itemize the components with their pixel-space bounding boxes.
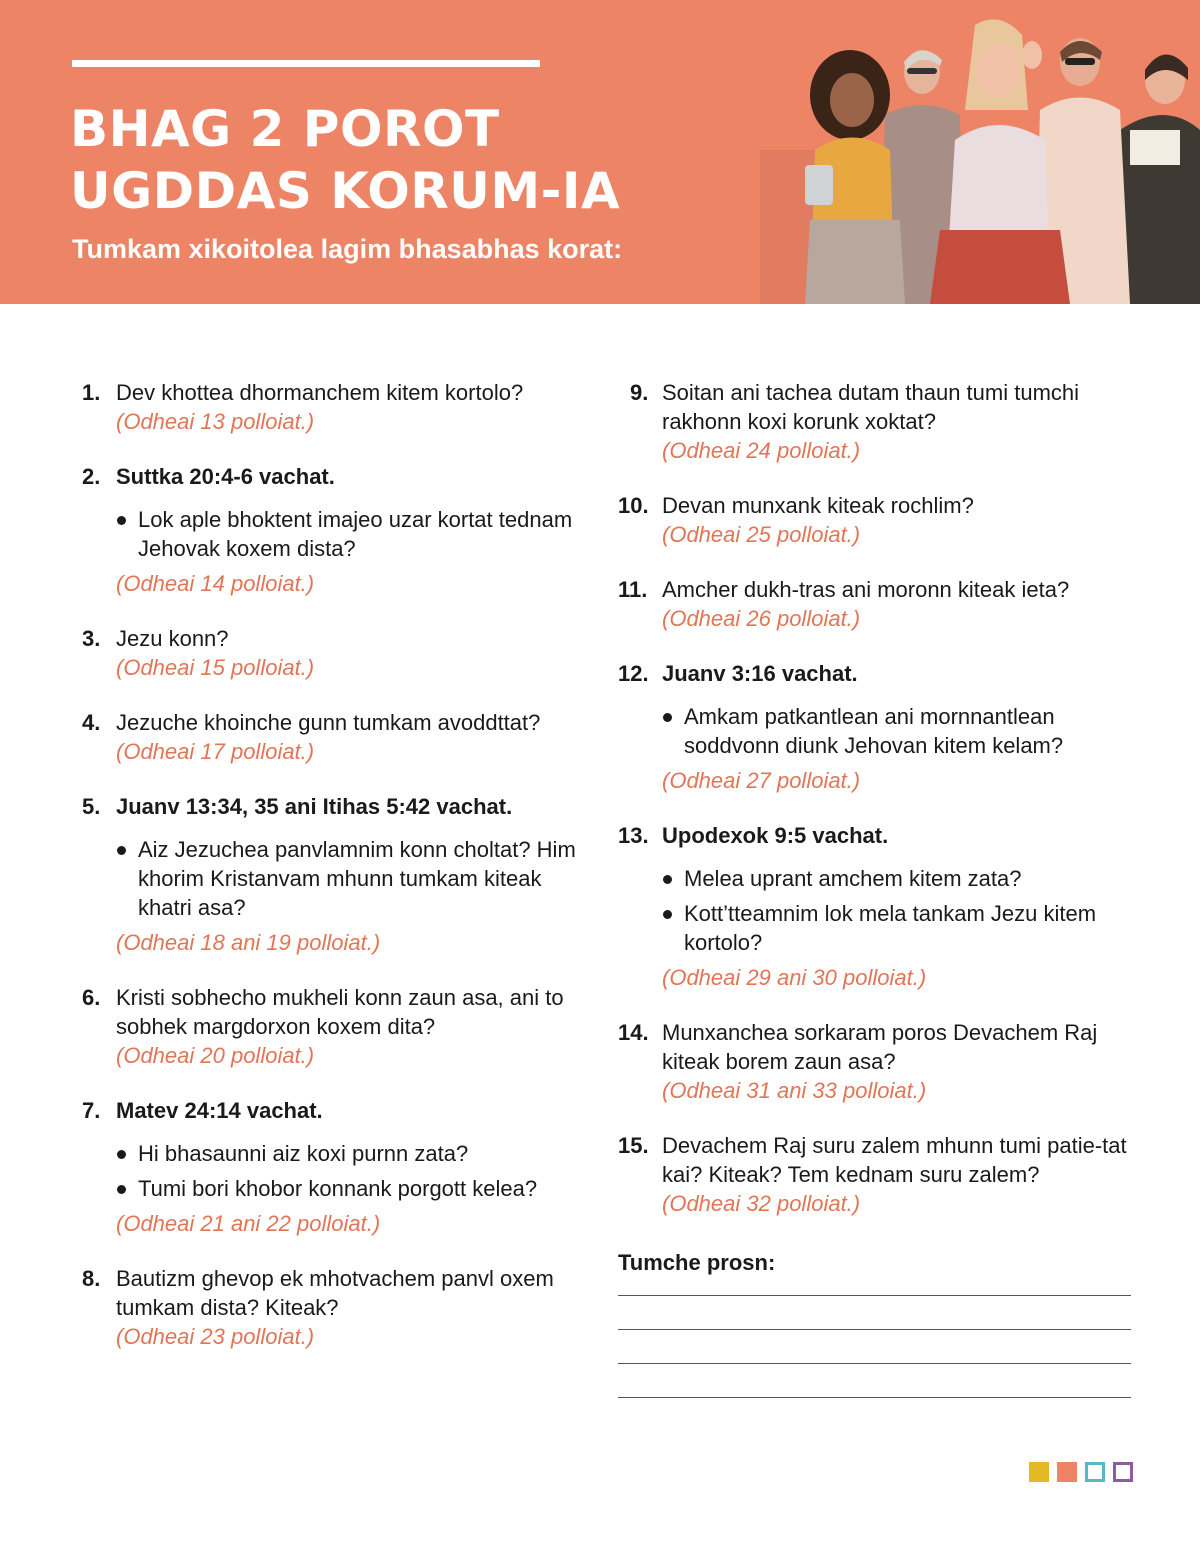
person-reading (1120, 54, 1200, 304)
own-questions-lines (618, 1295, 1138, 1398)
paragraph-reference: (Odheai 20 polloiat.) (116, 1043, 315, 1068)
question-text: Upodexok 9:5 vachat. (662, 823, 889, 848)
square-teal-outline (1085, 1462, 1105, 1482)
paragraph-reference: (Odheai 21 ani 22 polloiat.) (116, 1211, 381, 1236)
sub-question: Melea uprant amchem kitem zata? (662, 864, 1138, 893)
question-item (618, 1018, 1138, 1105)
question-item (618, 1131, 1138, 1218)
question-text: Juanv 13:34, 35 ani Itihas 5:42 vachat. (116, 794, 513, 819)
paragraph-reference: (Odheai 13 polloiat.) (116, 409, 315, 434)
question-number: 6. (82, 985, 101, 1010)
question-text: Jezu konn? (116, 626, 229, 651)
question-number: 8. (82, 1266, 101, 1291)
question-text: Matev 24:14 vachat. (116, 1098, 323, 1123)
question-number: 10. (618, 493, 649, 518)
title-line-2: UGDDAS KORUM-IA (70, 162, 621, 220)
question-number: 14. (618, 1020, 649, 1045)
page-title (70, 98, 620, 222)
questions-column-right (618, 378, 1138, 1398)
question-item (82, 1264, 582, 1351)
question-number: 13. (618, 823, 649, 848)
header-rule (72, 60, 540, 67)
paragraph-reference: (Odheai 27 polloiat.) (662, 768, 861, 793)
question-item (82, 462, 582, 598)
paragraph-reference: (Odheai 24 polloiat.) (662, 438, 861, 463)
audience-illustration (760, 0, 1200, 304)
sub-question-list (116, 835, 582, 922)
sub-question: Lok aple bhoktent imajeo uzar kortat tednam Jehovak koxem dista? (116, 505, 582, 563)
person-woman-left (805, 50, 905, 304)
answer-line[interactable] (618, 1295, 1131, 1296)
question-text: Juanv 3:16 vachat. (662, 661, 858, 686)
question-text: Dev khottea dhormanchem kitem kortolo? (116, 380, 524, 405)
paragraph-reference: (Odheai 31 ani 33 polloiat.) (662, 1078, 927, 1103)
square-coral (1057, 1462, 1077, 1482)
square-purple-outline (1113, 1462, 1133, 1482)
question-number: 4. (82, 710, 101, 735)
question-item (82, 792, 582, 957)
answer-line[interactable] (618, 1329, 1131, 1330)
question-number: 7. (82, 1098, 101, 1123)
question-item (82, 378, 582, 436)
page-subtitle: Tumkam xikoitolea lagim bhasabhas korat: (72, 234, 623, 264)
question-text: Suttka 20:4-6 vachat. (116, 464, 335, 489)
sub-question: Tumi bori khobor konnank porgott kelea? (116, 1174, 582, 1203)
paragraph-reference: (Odheai 26 polloiat.) (662, 606, 861, 631)
sub-question: Hi bhasaunni aiz koxi purnn zata? (116, 1139, 582, 1168)
question-text: Devachem Raj suru zalem mhunn tumi patie-tat kai? Kiteak? Tem kednam suru zalem? (662, 1133, 1127, 1187)
square-yellow (1029, 1462, 1049, 1482)
question-item (618, 821, 1138, 992)
question-item (618, 491, 1138, 549)
question-number: 5. (82, 794, 101, 819)
question-text: Jezuche khoinche gunn tumkam avoddttat? (116, 710, 541, 735)
question-number: 1. (82, 380, 101, 405)
paragraph-reference: (Odheai 23 polloiat.) (116, 1324, 315, 1349)
question-item (618, 659, 1138, 795)
paragraph-reference: (Odheai 29 ani 30 polloiat.) (662, 965, 927, 990)
answer-line[interactable] (618, 1363, 1131, 1364)
sub-question-list (116, 1139, 582, 1203)
question-text: Devan munxank kiteak rochlim? (662, 493, 974, 518)
answer-line[interactable] (618, 1397, 1131, 1398)
paragraph-reference: (Odheai 18 ani 19 polloiat.) (116, 930, 381, 955)
paragraph-reference: (Odheai 32 polloiat.) (662, 1191, 861, 1216)
questions-column-left (82, 378, 582, 1351)
question-item (82, 983, 582, 1070)
question-text: Amcher dukh-tras ani moronn kiteak ieta? (662, 577, 1070, 602)
decorative-squares (1029, 1462, 1133, 1482)
title-line-1: BHAG 2 POROT (70, 100, 500, 158)
sub-question-list (662, 702, 1138, 760)
question-number: 15. (618, 1133, 649, 1158)
paragraph-reference: (Odheai 25 polloiat.) (662, 522, 861, 547)
question-text: Soitan ani tachea dutam thaun tumi tumchi rakhonn koxi korunk xoktat? (662, 380, 1080, 434)
question-text: Kristi sobhecho mukheli konn zaun asa, ani to sobhek margdorxon koxem dita? (116, 985, 564, 1039)
paragraph-reference: (Odheai 15 polloiat.) (116, 655, 315, 680)
sub-question-list (116, 505, 582, 563)
question-item (82, 1096, 582, 1238)
sub-question: Amkam patkantlean ani mornnantlean soddvonn diunk Jehovan kitem kelam? (662, 702, 1138, 760)
question-number: 11. (618, 577, 648, 602)
question-text: Bautizm ghevop ek mhotvachem panvl oxem tumkam dista? Kiteak? (116, 1266, 554, 1320)
sub-question: Kott’tteamnim lok mela tankam Jezu kitem kortolo? (662, 899, 1138, 957)
question-text: Munxanchea sorkaram poros Devachem Raj kiteak borem zaun asa? (662, 1020, 1098, 1074)
header-banner (0, 0, 1200, 304)
question-item (82, 708, 582, 766)
paragraph-reference: (Odheai 14 polloiat.) (116, 571, 315, 596)
paragraph-reference: (Odheai 17 polloiat.) (116, 739, 315, 764)
own-questions-label: Tumche prosn: (618, 1250, 776, 1275)
sub-question-list (662, 864, 1138, 957)
question-number: 9. (630, 380, 649, 405)
question-item (618, 378, 1138, 465)
question-item (82, 624, 582, 682)
question-number: 3. (82, 626, 101, 651)
question-item (618, 575, 1138, 633)
question-number: 2. (82, 464, 101, 489)
question-number: 12. (618, 661, 649, 686)
sub-question: Aiz Jezuchea panvlamnim konn choltat? Him khorim Kristanvam mhunn tumkam kiteak khatri asa? (116, 835, 582, 922)
